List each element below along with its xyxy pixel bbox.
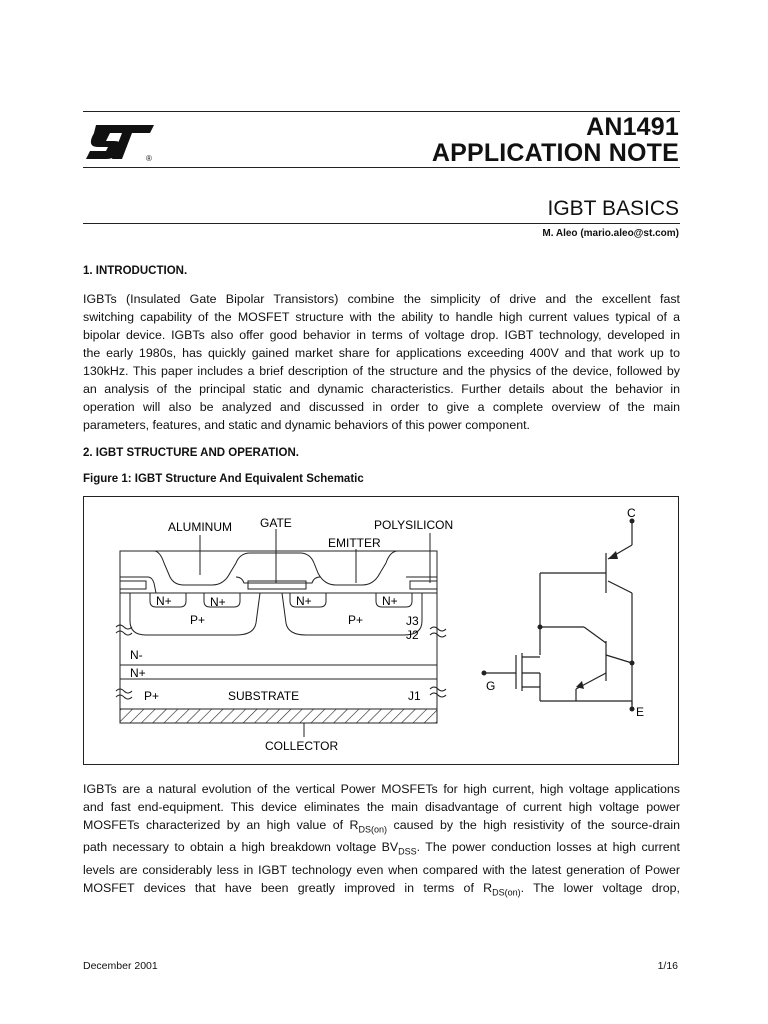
label-n-plus: N+ [382, 594, 398, 608]
label-schematic-c: C [627, 506, 636, 520]
label-aluminum: ALUMINUM [168, 520, 233, 534]
label-j2: J2 [406, 628, 419, 642]
section-heading-introduction: 1. INTRODUCTION. [83, 265, 188, 277]
title-rule [83, 223, 680, 224]
structure-line-text: caused by the high resistivity of the source-drain [387, 818, 681, 832]
label-schematic-g: G [486, 679, 496, 693]
label-collector: COLLECTOR [265, 739, 339, 753]
label-n-plus: N+ [156, 594, 172, 608]
label-schematic-e: E [636, 705, 645, 719]
intro-line: 130kHz. This paper includes a brief description of the structure and the physics of the device, followed by [83, 364, 680, 378]
label-j1: J1 [408, 689, 421, 703]
poly-gate-mid [248, 581, 306, 589]
label-p-plus: P+ [190, 613, 206, 627]
structure-line [83, 838, 680, 860]
structure-line [83, 879, 680, 901]
label-n-plus-layer: N+ [130, 666, 146, 680]
break-mark-icon [430, 687, 446, 697]
label-gate: GATE [260, 516, 292, 530]
structure-paragraph [83, 780, 680, 901]
structure-line-text: . The lower voltage drop, [520, 880, 680, 895]
bvdss-subscript: DSS [398, 846, 417, 857]
emitter-arrow-icon [608, 551, 618, 559]
rds-on-subscript: DS(on) [492, 887, 521, 898]
structure-line: and fast end-equipment. This device eliminates the main disadvantage of current high voltage power [83, 800, 680, 814]
intro-line: an analysis of the principal static and dynamic characteristics. Further details about the behavior in [83, 382, 680, 396]
break-mark-icon [116, 689, 132, 699]
aluminum-contour [120, 551, 437, 585]
author: M. Aleo (mario.aleo@st.com) [542, 228, 679, 239]
label-polysilicon: POLYSILICON [374, 518, 454, 532]
collector-metal [120, 709, 437, 723]
structure-line-text: MOSFET devices that have been greatly improved in terms of R [83, 880, 493, 895]
break-mark-icon [430, 627, 446, 637]
label-n-plus: N+ [296, 594, 312, 608]
structure-line: levels are considerably less in IGBT technology even when compared with the latest generation of Power [83, 862, 680, 877]
label-n-minus: N- [130, 648, 143, 662]
page-title: IGBT BASICS [547, 197, 679, 220]
footer-date: December 2001 [83, 960, 158, 972]
node-dot [538, 625, 543, 630]
intro-paragraph [83, 290, 680, 434]
rds-on-subscript: DS(on) [358, 824, 387, 835]
break-mark-icon [116, 625, 132, 635]
page-number: 1/16 [657, 960, 678, 972]
top-rule [83, 111, 680, 112]
structure-line-text: . The power conduction losses at high current [416, 840, 681, 855]
intro-line: the early 1980s, has quickly gained market share for applications exceeding 400V and that work up to [83, 346, 680, 360]
figure-1 [83, 496, 679, 765]
intro-line: bipolar device. IGBTs also offer good behavior in terms of voltage drop. IGBT technology, developed in [83, 328, 680, 342]
igbt-structure-diagram [84, 497, 678, 764]
node-dot [630, 661, 635, 666]
doc-number: AN1491 [586, 113, 679, 141]
label-emitter: EMITTER [328, 536, 381, 550]
node-dot [482, 671, 487, 676]
poly-gate-left [120, 581, 146, 589]
intro-line: switching capability of the MOSFET structure with the ability to handle high current values typical of a [83, 310, 680, 324]
equivalent-schematic [484, 521, 632, 709]
label-substrate: SUBSTRATE [228, 689, 300, 703]
poly-gate-right [410, 581, 437, 589]
label-p-plus: P+ [348, 613, 364, 627]
intro-line: parameters, features, and static and dynamic behaviors of this power component. [83, 418, 530, 432]
structure-line-text: path necessary to obtain a high breakdown voltage BV [83, 840, 399, 855]
intro-line: IGBTs (Insulated Gate Bipolar Transistors) combine the simplicity of drive and the excellent fast [83, 292, 680, 306]
header-rule [83, 167, 680, 168]
structure-line-text: MOSFETs characterized by an high value of R [83, 818, 359, 832]
section-heading-structure: 2. IGBT STRUCTURE AND OPERATION. [83, 447, 299, 459]
doc-type: APPLICATION NOTE [431, 139, 679, 167]
node-dot [630, 707, 635, 712]
label-n-plus: N+ [210, 595, 226, 609]
label-j3: J3 [406, 614, 419, 628]
structure-line: IGBTs are a natural evolution of the vertical Power MOSFETs for high current, high voltage applications [83, 782, 680, 796]
structure-line [83, 816, 680, 838]
figure-caption: Figure 1: IGBT Structure And Equivalent Schematic [83, 473, 364, 485]
label-p-plus-substrate: P+ [144, 689, 160, 703]
intro-line: operation will also be analyzed and discussed in order to give a complete overview of the main [83, 400, 680, 414]
device-outline [120, 551, 437, 709]
registered-mark: ® [146, 154, 152, 163]
